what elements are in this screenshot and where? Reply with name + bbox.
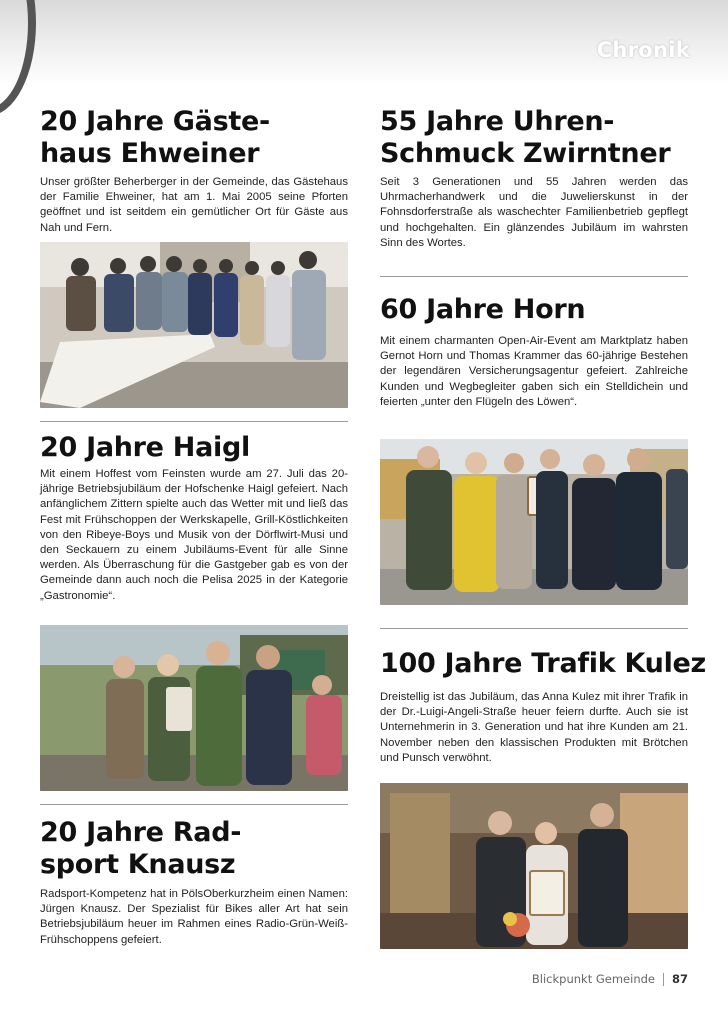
article-text-ehweiner: Unser größter Beherberger in der Gemeinde, das Gästehaus der Familie Ehweiner, hat am 1. Mai 2005 seine Pforten geöffnet und ist seitdem ein gemütlicher Ort für Gäste aus Nah und Fern. xyxy=(40,176,348,234)
headline-line: Schmuck Zwirntner xyxy=(380,138,671,169)
photo-haigl-group xyxy=(40,625,348,791)
article-text-zwirntner: Seit 3 Generationen und 55 Jahren werden das Uhrmacherhandwerk und die Juwelierskunst in der Fohnsdorferstraße als waschechter Familienbetrieb gepflegt und hochgehalten. Ein glänzendes Jubiläum im wahrsten Sinn des Wortes. xyxy=(380,176,688,249)
photo-horn-group xyxy=(380,439,688,605)
article-text-haigl: Mit einem Hoffest vom Feinsten wurde am 27. Juli das 20-jährige Betriebsjubiläum der Hofschenke Haigl gefeiert. Nach anfänglichem Zittern spielte auch das Wetter mit und ließ das Fest mit Frühschoppen der Werkskapelle, Grill-Köstlichkeiten von den Ribeye-Boys und Musik von der Dörflwirt-Musi und den Seckauern zu einem Jubiläums-Event für alle Sinne werden. Als Überraschung für die Gastgeber gab es von der Gemeinde dann auch noch die Pelisa 2025 in der Kategorie „Gastronomie“. xyxy=(40,468,348,602)
photo-kulez-group xyxy=(380,783,688,949)
footer-separator xyxy=(663,973,664,986)
photo-ehweiner-group xyxy=(40,242,348,408)
headline-horn xyxy=(380,294,585,326)
headline-line: haus Ehweiner xyxy=(40,138,260,169)
headline-kulez xyxy=(380,648,706,680)
headline-line: 60 Jahre Horn xyxy=(380,294,586,325)
divider xyxy=(380,628,688,629)
publication-name: Blickpunkt Gemeinde xyxy=(531,972,655,986)
headline-knausz xyxy=(40,817,241,881)
page-number: 87 xyxy=(671,972,688,986)
divider xyxy=(380,276,688,277)
headline-line: 20 Jahre Rad- xyxy=(40,817,242,848)
headline-line: 20 Jahre Haigl xyxy=(40,432,250,463)
headline-line: sport Knausz xyxy=(40,849,236,880)
divider xyxy=(40,421,348,422)
headline-line: 55 Jahre Uhren- xyxy=(380,106,615,137)
headline-ehweiner xyxy=(40,106,270,170)
headline-line: 20 Jahre Gäste- xyxy=(40,106,270,137)
page-footer xyxy=(532,972,688,986)
headline-haigl xyxy=(40,432,250,464)
headline-line: 100 Jahre Trafik Kulez xyxy=(380,648,706,679)
article-text-knausz: Radsport-Kompetenz hat in PölsOberkurzheim einen Namen: Jürgen Knausz. Der Spezialist für Bikes aller Art hat sein Betriebsjubiläum heuer im Rahmen eines Radio-Grün-Weiß-Frühschoppens gefeiert. xyxy=(40,888,348,946)
section-label: Chronik xyxy=(596,38,690,62)
headline-zwirntner xyxy=(380,106,670,170)
article-text-kulez: Dreistellig ist das Jubiläum, das Anna Kulez mit ihrer Trafik in der Dr.-Luigi-Angeli-Straße heuer feiern durfte. Auch sie ist Unternehmerin in 3. Generation und hat ihre Kunden am 21. November neben den klassischen Produkten mit Brötchen und Punsch verwöhnt. xyxy=(380,691,688,764)
decorative-arc xyxy=(0,0,36,116)
article-text-horn: Mit einem charmanten Open-Air-Event am Marktplatz haben Gernot Horn und Thomas Krammer das 60-jährige Bestehen der legendären Versicherungsagentur gefeiert. Zahlreiche Kunden und Wegbegleiter gaben sich ein Stelldichein und feierten „unter den Flügeln des Löwen“. xyxy=(380,335,688,408)
divider xyxy=(40,804,348,805)
